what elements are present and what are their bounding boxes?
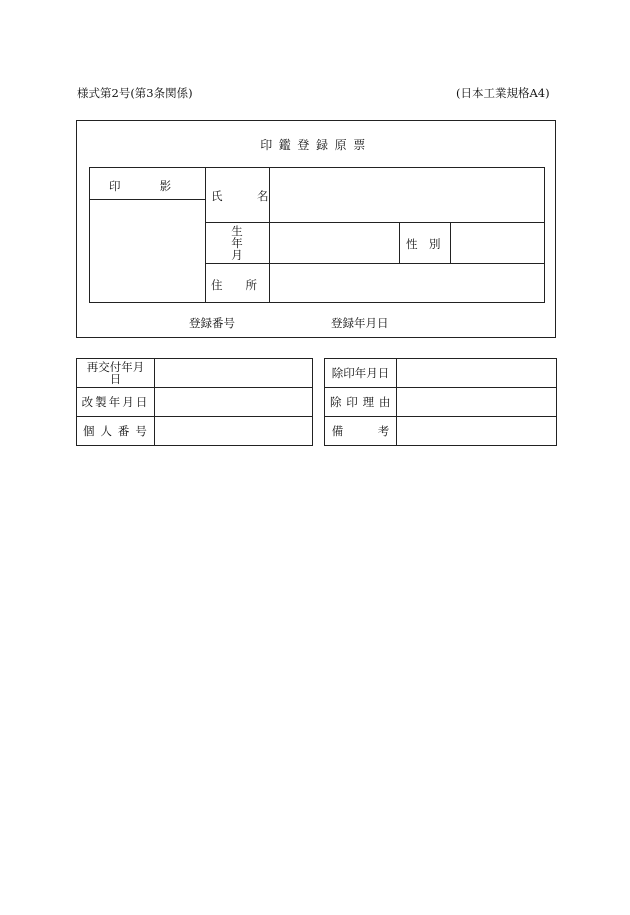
grid-line: [205, 263, 545, 264]
removal-table: [324, 358, 557, 446]
registration-number-label: 登録番号: [189, 316, 235, 330]
remarks-label: 備 考: [325, 417, 397, 446]
removal-reason-value: [397, 388, 557, 417]
birth-label-char: 月: [231, 248, 243, 262]
registration-date-label: 登録年月日: [331, 316, 389, 330]
table-row: [77, 417, 313, 446]
grid-line: [450, 222, 451, 263]
reissue-date-label: 再交付年月 日: [77, 359, 155, 388]
birth-label-char: 生: [231, 224, 243, 238]
form-title: 印鑑登録原票: [260, 138, 372, 152]
remarks-value: [397, 417, 557, 446]
stamp-impression-label: 印 影: [109, 179, 185, 193]
table-row: [325, 388, 557, 417]
name-label: 氏 名: [211, 189, 269, 203]
paper-size-note: (日本工業規格A4): [456, 86, 550, 100]
table-row: [325, 359, 557, 388]
table-row: [77, 359, 313, 388]
personal-number-value: [155, 417, 313, 446]
grid-line: [89, 199, 205, 200]
personal-number-label: 個 人 番 号: [77, 417, 155, 446]
address-label: 住 所: [211, 278, 257, 292]
removal-date-label: 除印年月日: [325, 359, 397, 388]
reissue-table: [76, 358, 313, 446]
remake-date-label: 改製年月日: [77, 388, 155, 417]
birth-date-label: [205, 225, 269, 261]
table-row: [325, 417, 557, 446]
grid-line: [205, 222, 545, 223]
gender-label: 性 別: [406, 237, 441, 251]
birth-label-char: 年: [231, 236, 243, 250]
grid-line: [269, 167, 270, 303]
form-number: 様式第2号(第3条関係): [77, 86, 193, 100]
reissue-date-value: [155, 359, 313, 388]
removal-reason-label: 除 印 理 由: [325, 388, 397, 417]
table-row: [77, 388, 313, 417]
remake-date-value: [155, 388, 313, 417]
grid-line: [399, 222, 400, 263]
removal-date-value: [397, 359, 557, 388]
